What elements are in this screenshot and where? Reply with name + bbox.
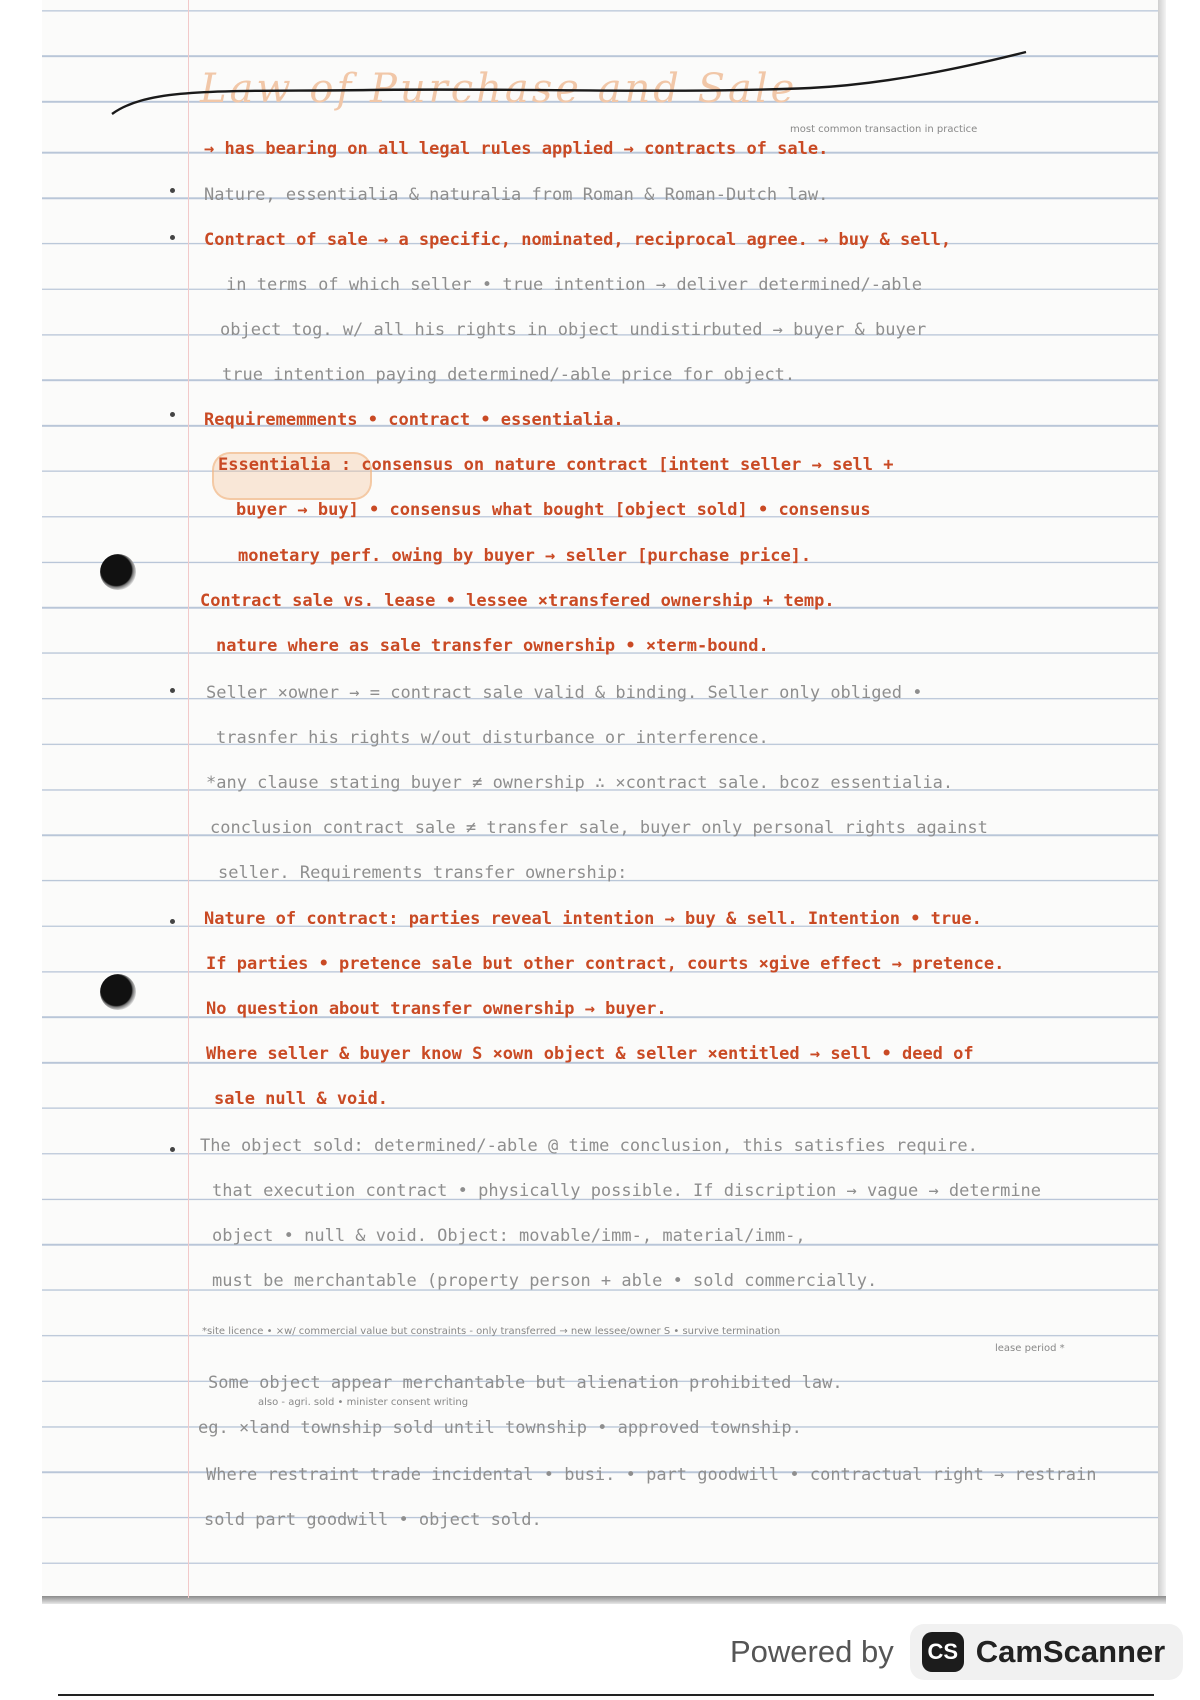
- note-line: Where restraint trade incidental • busi. • part goodwill • contractual right → restrain: [206, 1465, 1097, 1485]
- note-line: that execution contract • physically possible. If discription → vague → determine: [212, 1181, 1042, 1201]
- interlinear-note: also - agri. sold • minister consent writing: [258, 1397, 469, 1408]
- note-line: → has bearing on all legal rules applied → contracts of sale.: [204, 139, 829, 159]
- note-line: Seller ×owner → = contract sale valid & binding. Seller only obliged •: [206, 683, 923, 703]
- punch-hole: [100, 974, 136, 1010]
- punch-hole: [100, 554, 136, 590]
- note-line: eg. ×land township sold until township • approved township.: [198, 1418, 802, 1438]
- bullet: [170, 688, 175, 693]
- note-line: If parties • pretence sale but other contract, courts ×give effect → pretence.: [206, 954, 1005, 974]
- powered-by-label: Powered by: [730, 1634, 894, 1669]
- bottom-rule: [58, 1694, 1154, 1696]
- margin-note: *site licence • ×w/ commercial value but constraints - only transferred → new lessee/owner S • survive termination: [202, 1326, 781, 1337]
- note-line: Nature of contract: parties reveal intention → buy & sell. Intention • true.: [204, 909, 982, 929]
- note-line: nature where as sale transfer ownership • ×term-bound.: [216, 636, 769, 656]
- margin-line: [188, 0, 189, 1598]
- camscanner-brand: CamScanner: [975, 1634, 1166, 1669]
- bullet: [170, 235, 175, 240]
- note-line: seller. Requirements transfer ownership:: [218, 863, 628, 883]
- title-annotation: most common transaction in practice: [790, 124, 978, 135]
- scanner-watermark: [730, 1622, 1183, 1682]
- note-line: Contract sale vs. lease • lessee ×transfered ownership + temp.: [200, 591, 835, 611]
- bullet: [170, 412, 175, 417]
- camscanner-logo-icon: CS: [922, 1632, 964, 1672]
- note-line: Where seller & buyer know S ×own object & seller ×entitled → sell • deed of: [206, 1044, 974, 1064]
- note-line: object • null & void. Object: movable/imm-, material/imm-,: [212, 1226, 806, 1246]
- note-line: object tog. w/ all his rights in object undistirbuted → buyer & buyer: [220, 320, 927, 340]
- note-line: buyer → buy] • consensus what bought [object sold] • consensus: [236, 500, 871, 520]
- note-line: Contract of sale → a specific, nominated, reciprocal agree. → buy & sell,: [204, 230, 952, 250]
- note-line: sold part goodwill • object sold.: [204, 1510, 542, 1530]
- note-line: monetary perf. owing by buyer → seller [purchase price].: [238, 546, 812, 566]
- note-line: conclusion contract sale ≠ transfer sale, buyer only personal rights against: [210, 818, 988, 838]
- note-line: Some object appear merchantable but alienation prohibited law.: [208, 1373, 843, 1393]
- note-line: Essentialia : consensus on nature contract [intent seller → sell +: [218, 455, 894, 475]
- note-line: Nature, essentialia & naturalia from Roman & Roman-Dutch law.: [204, 185, 829, 205]
- page-bottom-shadow: [42, 1596, 1166, 1604]
- note-line: in terms of which seller • true intention → deliver determined/-able: [226, 275, 922, 295]
- bullet: [170, 1147, 175, 1152]
- page-title: Law of Purchase and Sale: [200, 66, 798, 112]
- note-line: sale null & void.: [214, 1089, 388, 1109]
- camscanner-badge: [910, 1624, 1184, 1680]
- note-line: trasnfer his rights w/out disturbance or interference.: [216, 728, 769, 748]
- note-line: *any clause stating buyer ≠ ownership ∴ ×contract sale. bcoz essentialia.: [206, 773, 954, 793]
- note-line: Requirememments • contract • essentialia.: [204, 410, 624, 430]
- note-line: No question about transfer ownership → buyer.: [206, 999, 667, 1019]
- margin-note: lease period *: [995, 1343, 1065, 1354]
- note-line: The object sold: determined/-able @ time conclusion, this satisfies require.: [200, 1136, 978, 1156]
- bullet: [170, 188, 175, 193]
- note-line: true intention paying determined/-able price for object.: [222, 365, 796, 385]
- title-flourish: [110, 46, 1030, 126]
- page-edge-shadow: [1158, 0, 1166, 1598]
- bullet: [170, 919, 175, 924]
- note-line: must be merchantable (property person + able • sold commercially.: [212, 1271, 878, 1291]
